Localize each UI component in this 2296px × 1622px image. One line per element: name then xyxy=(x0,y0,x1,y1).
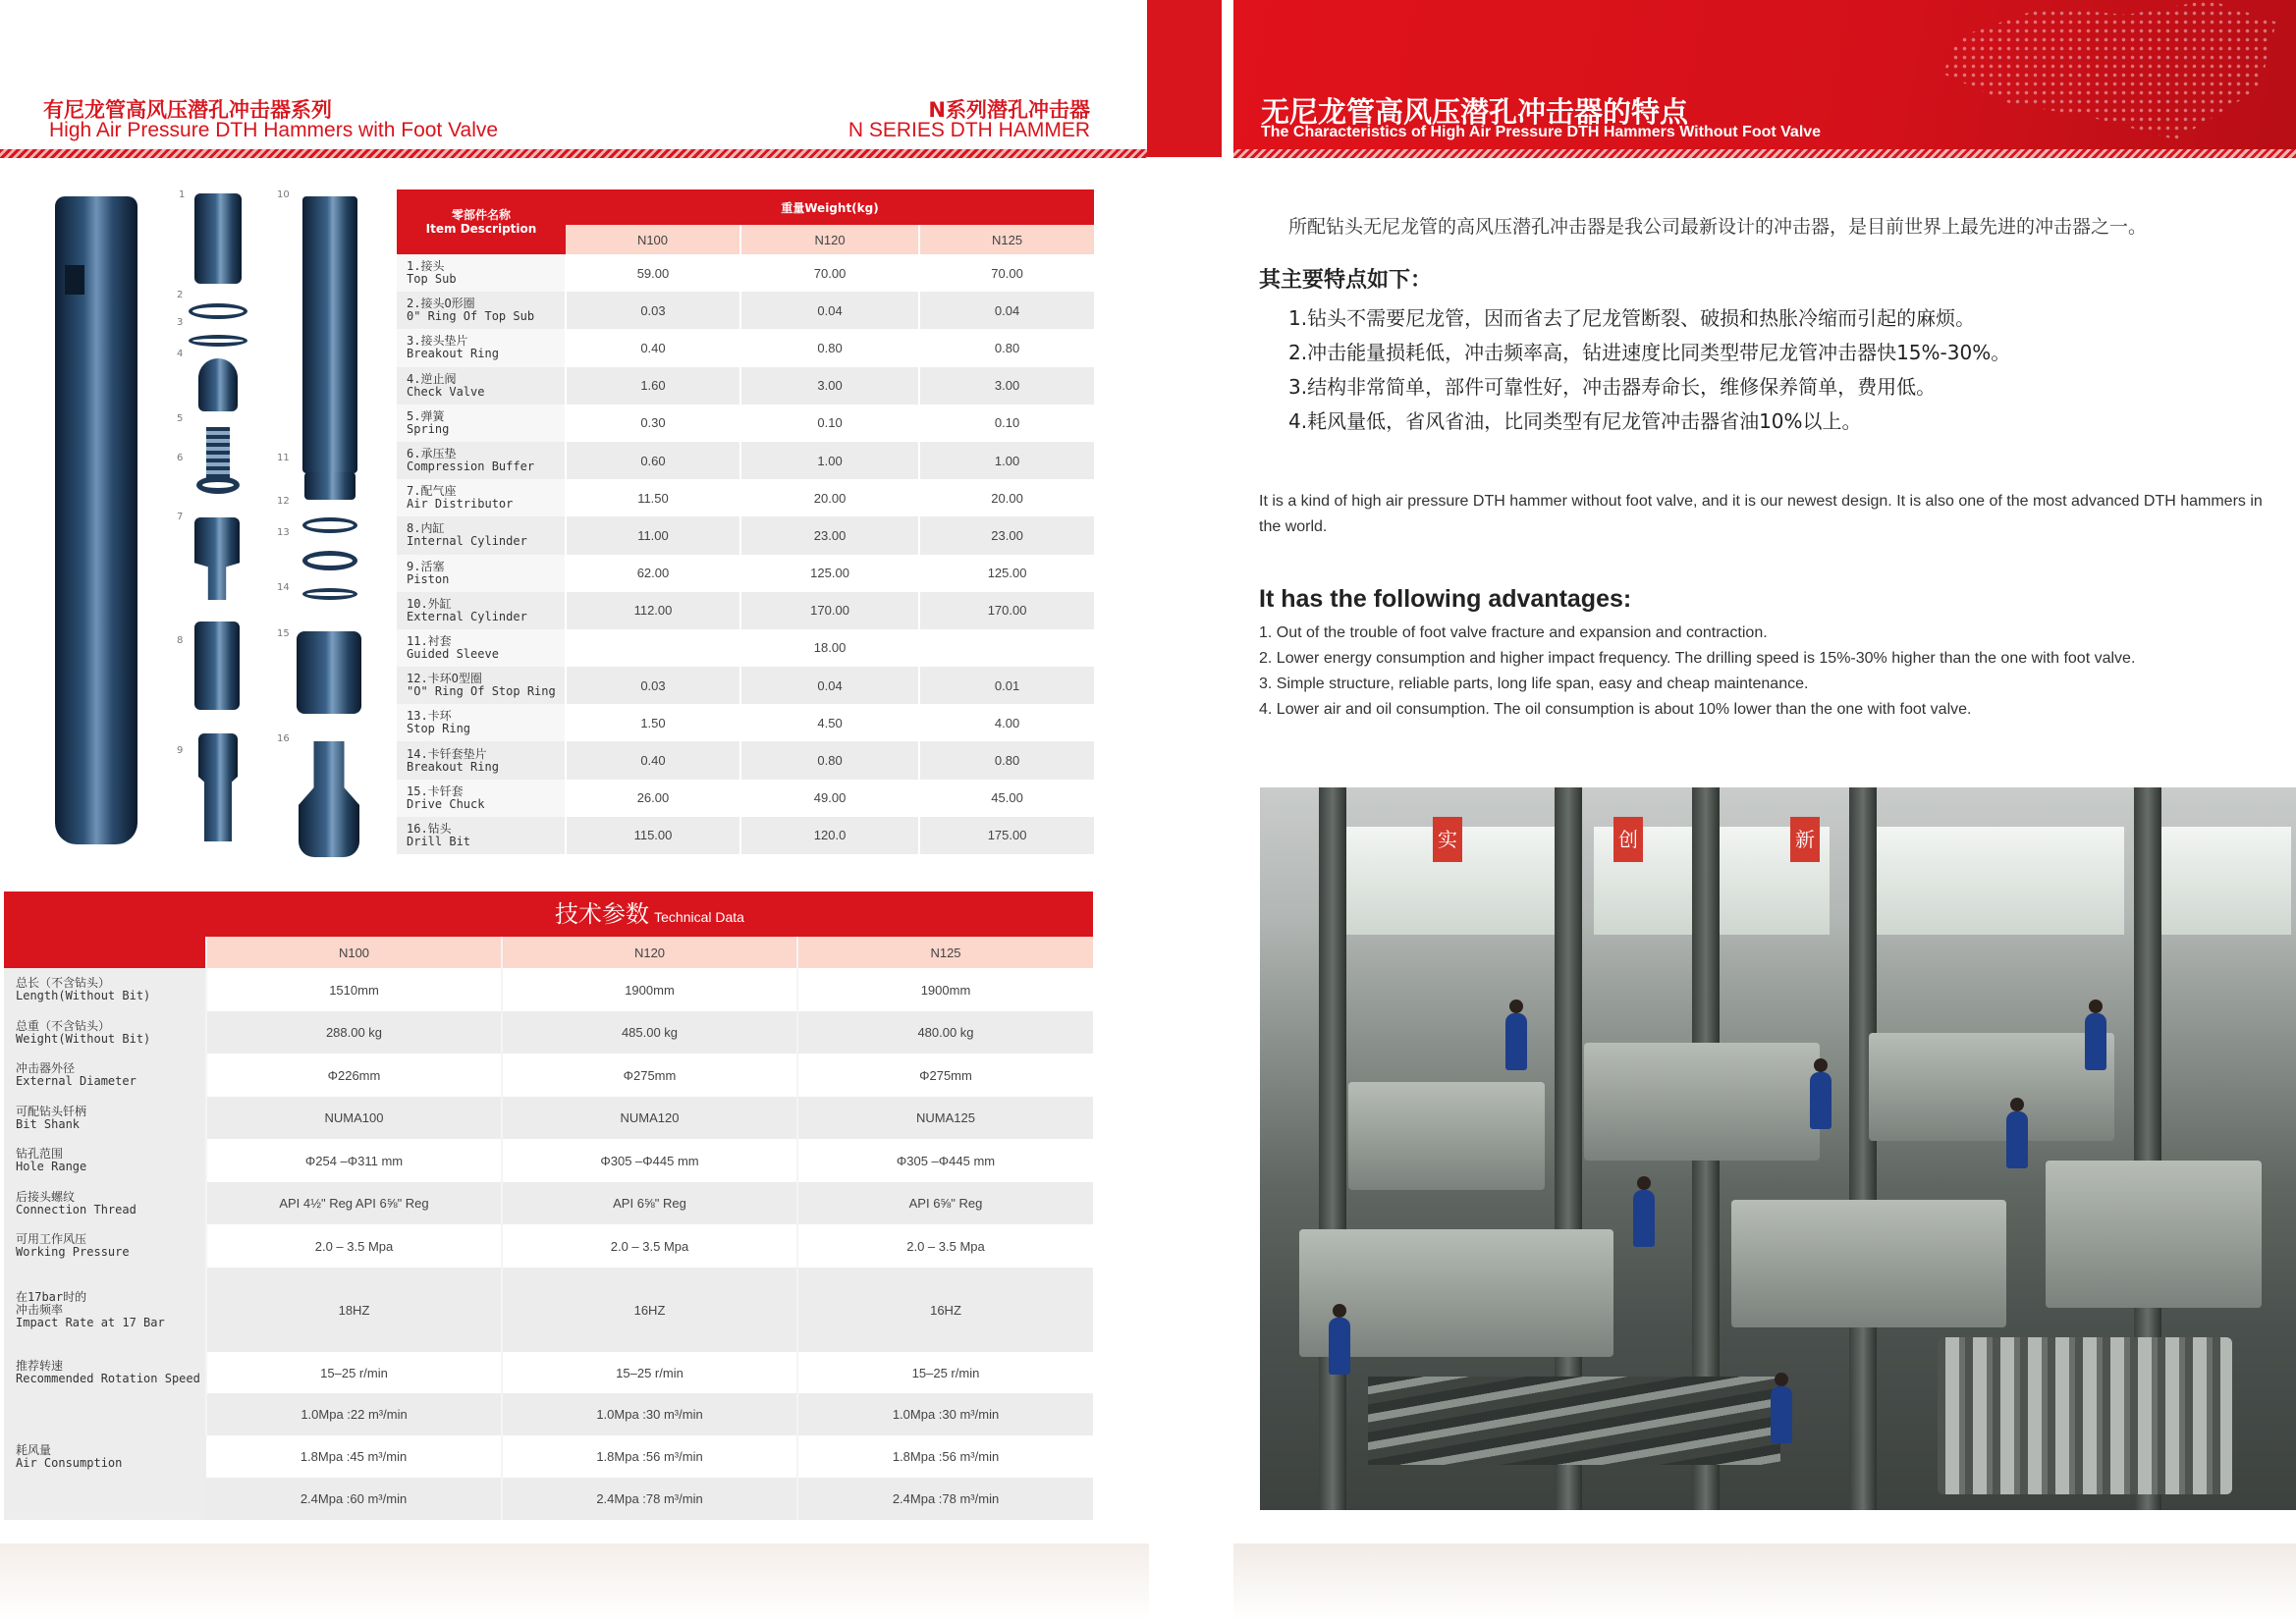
part-name-cell xyxy=(397,780,566,817)
photo-worker xyxy=(2006,1111,2028,1168)
part-name-cn: 5.弹簧 xyxy=(407,408,445,423)
right-bottom-band xyxy=(1233,1543,2296,1622)
spec-value: Φ275mm xyxy=(797,1054,1093,1097)
spec-value: Φ305 –Φ445 mm xyxy=(502,1139,797,1182)
weight-value: 170.00 xyxy=(740,592,919,629)
spec-value: 1510mm xyxy=(206,968,502,1011)
weight-value: 0.04 xyxy=(919,292,1094,329)
part-name-cn: 8.内缸 xyxy=(407,521,445,536)
photo-banner-sign: 实 xyxy=(1433,817,1462,862)
photo-lathe xyxy=(1869,1033,2114,1141)
spec-label-cell xyxy=(4,1011,206,1054)
tech-table-row xyxy=(4,1352,1093,1393)
tech-title-cn: 技术参数 xyxy=(555,900,650,928)
weight-value: 4.50 xyxy=(740,704,919,741)
spec-label-en: Impact Rate at 17 Bar xyxy=(16,1315,165,1329)
factory-workshop-photo xyxy=(1260,787,2296,1510)
spec-value: 1900mm xyxy=(797,968,1093,1011)
part-number-label: 1 xyxy=(179,189,186,200)
part-name-en: Compression Buffer xyxy=(407,460,535,474)
spec-label-cell xyxy=(4,1352,206,1393)
spec-label-cell xyxy=(4,1097,206,1139)
weight-value: 3.00 xyxy=(919,367,1094,405)
part-air-distributor xyxy=(194,517,240,600)
part-number-label: 5 xyxy=(177,413,184,424)
weight-value: 0.03 xyxy=(566,667,740,704)
weight-value: 62.00 xyxy=(566,555,740,592)
weight-value: 49.00 xyxy=(740,780,919,817)
part-stop-ring xyxy=(302,551,357,570)
air-consumption-value: 2.4Mpa :78 m³/min xyxy=(797,1478,1093,1520)
spec-label-cell xyxy=(4,1224,206,1268)
weight-header: 重量Weight(kg) xyxy=(566,189,1094,225)
part-name-cell xyxy=(397,479,566,516)
part-name-en: Check Valve xyxy=(407,384,485,399)
part-name-cn: 1.接头 xyxy=(407,259,445,274)
photo-window xyxy=(2154,827,2291,935)
weight-value: 1.50 xyxy=(566,704,740,741)
part-name-en: Drill Bit xyxy=(407,834,471,848)
part-name-cell xyxy=(397,292,566,329)
weight-value: 23.00 xyxy=(740,516,919,554)
spec-value: 288.00 kg xyxy=(206,1011,502,1054)
series-title-en: High Air Pressure DTH Hammers with Foot Valve xyxy=(49,119,499,141)
part-name-en: 0" Ring Of Top Sub xyxy=(407,309,535,324)
parts-table-row xyxy=(397,741,1094,779)
advantages-heading: It has the following advantages: xyxy=(1259,585,1632,613)
photo-lathe xyxy=(2046,1161,2262,1308)
part-drive-chuck xyxy=(297,631,361,714)
right-page xyxy=(1233,0,2296,1622)
weight-value: 0.10 xyxy=(740,405,919,442)
spec-value: Φ254 –Φ311 mm xyxy=(206,1139,502,1182)
spec-label-cn: 冲击器外径 xyxy=(16,1061,76,1075)
spec-label-en: Length(Without Bit) xyxy=(16,989,151,1002)
weight-value: 0.80 xyxy=(740,329,919,366)
spec-label-cell xyxy=(4,968,206,1011)
part-name-cell xyxy=(397,817,566,854)
tech-table-row xyxy=(4,1139,1093,1182)
parts-table-row xyxy=(397,780,1094,817)
weight-value: 18.00 xyxy=(740,629,919,667)
parts-table-row xyxy=(397,704,1094,741)
spec-value: Φ305 –Φ445 mm xyxy=(797,1139,1093,1182)
parts-table-row xyxy=(397,367,1094,405)
spec-label-cell xyxy=(4,1139,206,1182)
part-name-cell xyxy=(397,592,566,629)
weight-value: 1.00 xyxy=(919,442,1094,479)
photo-worker xyxy=(2085,1013,2106,1070)
air-consumption-row xyxy=(4,1393,1093,1435)
tech-table-row xyxy=(4,1011,1093,1054)
air-consumption-value: 1.0Mpa :22 m³/min xyxy=(206,1393,502,1435)
weight-value: 0.40 xyxy=(566,741,740,779)
parts-table-row xyxy=(397,592,1094,629)
part-name-cell xyxy=(397,704,566,741)
photo-banner-sign: 新 xyxy=(1790,817,1820,862)
spec-label-cn: 在17bar时的 xyxy=(16,1289,87,1304)
weight-value: 0.01 xyxy=(919,667,1094,704)
part-spring xyxy=(206,427,230,482)
part-number-label: 12 xyxy=(277,496,290,507)
tech-table-row xyxy=(4,1054,1093,1097)
photo-pillar xyxy=(1319,787,1346,1510)
spec-label-cn: 钻孔范围 xyxy=(16,1147,64,1161)
spec-value: 16HZ xyxy=(797,1268,1093,1352)
weight-value: 0.40 xyxy=(566,329,740,366)
tech-table-row xyxy=(4,1268,1093,1352)
weight-value: 11.00 xyxy=(566,516,740,554)
spec-value: API 6⅝" Reg xyxy=(797,1182,1093,1224)
photo-worker xyxy=(1633,1190,1655,1247)
air-consumption-value: 1.8Mpa :56 m³/min xyxy=(502,1435,797,1478)
spec-value: NUMA125 xyxy=(797,1097,1093,1139)
model-header: N120 xyxy=(740,225,919,254)
part-number-label: 6 xyxy=(177,453,184,463)
characteristics-title-en: The Characteristics of High Air Pressure DTH Hammers Without Foot Valve xyxy=(1261,124,1822,140)
spec-value: Φ226mm xyxy=(206,1054,502,1097)
air-consumption-value: 1.8Mpa :45 m³/min xyxy=(206,1435,502,1478)
right-header-banner xyxy=(1233,0,2296,149)
tech-model-row-blank xyxy=(4,937,206,968)
air-consumption-value: 2.4Mpa :60 m³/min xyxy=(206,1478,502,1520)
assembled-hammer-image xyxy=(55,196,137,844)
weight-value: 23.00 xyxy=(919,516,1094,554)
technical-data-table xyxy=(4,937,1093,1520)
part-piston xyxy=(198,733,238,841)
item-header-en: Item Description xyxy=(425,222,537,236)
part-name-cn: 12.卡环O型圈 xyxy=(407,672,482,686)
tech-table-row xyxy=(4,1224,1093,1268)
characteristics-title-cn: 无尼龙管高风压潜孔冲击器的特点 xyxy=(1261,95,1689,129)
spec-label-cn: 总长（不含钻头） xyxy=(16,976,111,990)
red-corner-tab xyxy=(1147,0,1222,157)
tech-table-row xyxy=(4,1097,1093,1139)
part-name-en: Spring xyxy=(407,421,450,436)
spec-label-cell xyxy=(4,1054,206,1097)
part-number-label: 16 xyxy=(277,733,290,744)
spec-value: NUMA100 xyxy=(206,1097,502,1139)
weight-value: 3.00 xyxy=(740,367,919,405)
parts-table-row xyxy=(397,817,1094,854)
part-name-cn: 6.承压垫 xyxy=(407,447,457,461)
part-name-en: Breakout Ring xyxy=(407,759,499,774)
model-header: N125 xyxy=(919,225,1094,254)
spec-value: 18HZ xyxy=(206,1268,502,1352)
part-name-cell xyxy=(397,629,566,667)
part-number-label: 3 xyxy=(177,317,184,328)
intro-paragraph-cn: 所配钻头无尼龙管的高风压潜孔冲击器是我公司最新设计的冲击器，是目前世界上最先进的冲击器之一。 xyxy=(1288,216,2148,238)
part-name-en: "O" Ring Of Stop Ring xyxy=(407,684,556,699)
part-name-en: Air Distributor xyxy=(407,497,514,512)
weight-value: 0.04 xyxy=(740,292,919,329)
part-name-cell xyxy=(397,741,566,779)
part-name-cn: 13.卡环 xyxy=(407,709,452,724)
series-name-en: N SERIES DTH HAMMER xyxy=(847,119,1090,141)
spec-label-en: Connection Thread xyxy=(16,1202,137,1216)
part-name-en: Internal Cylinder xyxy=(407,534,527,549)
photo-lathe xyxy=(1731,1200,2006,1327)
world-map-dots xyxy=(1942,0,2276,147)
weight-value: 0.80 xyxy=(919,329,1094,366)
spec-value: NUMA120 xyxy=(502,1097,797,1139)
advantage-item: 2. Lower energy consumption and higher impact frequency. The drilling speed is 15%-30% higher than the one with foot valve. xyxy=(1259,650,2136,667)
spec-label-cn: 可用工作风压 xyxy=(16,1232,87,1246)
weight-value: 1.60 xyxy=(566,367,740,405)
spec-label-en: Working Pressure xyxy=(16,1245,130,1259)
spec-value: 16HZ xyxy=(502,1268,797,1352)
parts-table-row xyxy=(397,442,1094,479)
parts-table-row xyxy=(397,292,1094,329)
tech-table-row xyxy=(4,1182,1093,1224)
parts-table-body xyxy=(397,254,1094,854)
spec-label-cell xyxy=(4,1182,206,1224)
spec-value: 480.00 kg xyxy=(797,1011,1093,1054)
spec-value: API 4½" Reg API 6⅝" Reg xyxy=(206,1182,502,1224)
left-bottom-band xyxy=(0,1543,1149,1622)
part-name-en: Guided Sleeve xyxy=(407,646,499,661)
spec-label-en: Bit Shank xyxy=(16,1116,81,1131)
part-name-cn: 7.配气座 xyxy=(407,484,457,499)
spec-label-cn: 耗风量 xyxy=(16,1442,52,1457)
model-header: N125 xyxy=(797,937,1093,968)
parts-table-row xyxy=(397,329,1094,366)
part-check-valve xyxy=(198,358,238,411)
feature-item: 4.耗风量低，省风省油，比同类型有尼龙管冲击器省油10%以上。 xyxy=(1288,409,1862,433)
part-number-label: 4 xyxy=(177,349,184,359)
spec-value: 2.0 – 3.5 Mpa xyxy=(797,1224,1093,1268)
photo-lathe xyxy=(1348,1082,1545,1190)
part-number-label: 13 xyxy=(277,527,290,538)
tech-data-title xyxy=(206,892,1093,937)
part-breakout-ring xyxy=(189,335,247,347)
hammer-exploded-view xyxy=(20,182,393,869)
spec-label-cell xyxy=(4,1268,206,1352)
item-header-cn: 零部件名称 xyxy=(451,208,511,222)
part-guided-sleeve xyxy=(304,472,355,500)
spec-label-cn: 总重（不含钻头） xyxy=(16,1018,111,1033)
part-name-cell xyxy=(397,254,566,292)
weight-value: 125.00 xyxy=(919,555,1094,592)
part-name-cell xyxy=(397,516,566,554)
weight-value: 170.00 xyxy=(919,592,1094,629)
photo-worker xyxy=(1810,1072,1831,1129)
weight-value: 70.00 xyxy=(919,254,1094,292)
weight-value xyxy=(566,629,740,667)
part-number-label: 9 xyxy=(177,745,184,756)
weight-value: 115.00 xyxy=(566,817,740,854)
part-name-cell xyxy=(397,667,566,704)
advantages-list xyxy=(1259,621,2135,723)
spec-label-en: Recommended Rotation Speed xyxy=(16,1372,200,1385)
part-compression-buffer xyxy=(196,476,240,494)
part-name-en: Stop Ring xyxy=(407,722,471,736)
part-name-cn: 9.活塞 xyxy=(407,559,445,573)
spec-label-en: Air Consumption xyxy=(16,1455,123,1470)
spec-label-cn-line2: 冲击频率 xyxy=(16,1302,64,1317)
part-name-cn: 15.卡钎套 xyxy=(407,784,464,798)
part-name-en: Piston xyxy=(407,571,450,586)
features-list-cn xyxy=(1288,302,2010,440)
air-consumption-value: 1.0Mpa :30 m³/min xyxy=(797,1393,1093,1435)
parts-table-row xyxy=(397,667,1094,704)
model-header: N100 xyxy=(566,225,740,254)
photo-pipe-stock xyxy=(1368,1377,1780,1465)
weight-value: 0.80 xyxy=(919,741,1094,779)
advantage-item: 4. Lower air and oil consumption. The oil consumption is about 10% lower than the one with foot valve. xyxy=(1259,701,1972,718)
photo-worker xyxy=(1505,1013,1527,1070)
part-drill-bit xyxy=(299,741,359,857)
weight-value: 0.10 xyxy=(919,405,1094,442)
part-number-label: 14 xyxy=(277,582,290,593)
weight-value xyxy=(919,629,1094,667)
spec-value: 15–25 r/min xyxy=(502,1352,797,1393)
part-name-cn: 14.卡钎套垫片 xyxy=(407,746,487,761)
tech-title-en: Technical Data xyxy=(654,909,744,925)
weight-value: 45.00 xyxy=(919,780,1094,817)
weight-value: 26.00 xyxy=(566,780,740,817)
part-name-en: External Cylinder xyxy=(407,609,527,623)
parts-table-row xyxy=(397,555,1094,592)
spec-value: API 6⅝" Reg xyxy=(502,1182,797,1224)
part-breakout-ring-2 xyxy=(302,588,357,600)
right-header-stripe xyxy=(1233,149,2296,158)
part-number-label: 2 xyxy=(177,290,184,300)
part-name-cell xyxy=(397,329,566,366)
part-name-en: Top Sub xyxy=(407,272,457,287)
part-number-label: 10 xyxy=(277,189,290,200)
part-number-label: 15 xyxy=(277,628,290,639)
part-name-cn: 16.钻头 xyxy=(407,821,452,836)
feature-item: 3.结构非常简单，部件可靠性好，冲击器寿命长，维修保养简单，费用低。 xyxy=(1288,375,1937,399)
part-name-en: Drive Chuck xyxy=(407,796,485,811)
parts-table-row xyxy=(397,629,1094,667)
part-name-cell xyxy=(397,555,566,592)
photo-pillar xyxy=(1849,787,1877,1510)
part-number-label: 11 xyxy=(277,453,290,463)
part-name-cell xyxy=(397,367,566,405)
air-consumption-value: 1.8Mpa :56 m³/min xyxy=(797,1435,1093,1478)
weight-value: 0.80 xyxy=(740,741,919,779)
feature-item: 2.冲击能量损耗低，冲击频率高，钻进速度比同类型带尼龙管冲击器快15%-30%。 xyxy=(1288,341,2011,364)
part-number-label: 8 xyxy=(177,635,184,646)
weight-value: 0.04 xyxy=(740,667,919,704)
photo-cylinder-stock xyxy=(1938,1337,2232,1494)
part-name-cn: 10.外缸 xyxy=(407,596,452,611)
parts-table-row xyxy=(397,516,1094,554)
weight-value: 112.00 xyxy=(566,592,740,629)
weight-value: 0.03 xyxy=(566,292,740,329)
weight-value: 4.00 xyxy=(919,704,1094,741)
parts-weight-table xyxy=(397,189,1094,854)
air-consumption-value: 2.4Mpa :78 m³/min xyxy=(502,1478,797,1520)
intro-paragraph-en: It is a kind of high air pressure DTH hammer without foot valve, and it is our newest design. It is also one of the most advanced DTH hammers in the world. xyxy=(1259,493,2263,535)
features-heading-cn: 其主要特点如下： xyxy=(1259,268,1433,293)
spec-label-cn: 后接头螺纹 xyxy=(16,1189,76,1204)
tech-model-row xyxy=(4,937,1093,968)
weight-value: 70.00 xyxy=(740,254,919,292)
spec-label-en: Weight(Without Bit) xyxy=(16,1031,151,1046)
parts-table-row xyxy=(397,254,1094,292)
spec-value: 15–25 r/min xyxy=(206,1352,502,1393)
spec-value: Φ275mm xyxy=(502,1054,797,1097)
parts-table-row xyxy=(397,405,1094,442)
item-description-header xyxy=(397,189,566,254)
air-consumption-value: 1.0Mpa :30 m³/min xyxy=(502,1393,797,1435)
spec-label-en: Hole Range xyxy=(16,1160,87,1173)
part-name-cn: 4.逆止阀 xyxy=(407,371,457,386)
photo-window xyxy=(1869,827,2124,935)
weight-value: 0.60 xyxy=(566,442,740,479)
photo-worker xyxy=(1329,1318,1350,1375)
parts-table-row xyxy=(397,479,1094,516)
weight-value: 20.00 xyxy=(740,479,919,516)
weight-value: 125.00 xyxy=(740,555,919,592)
tech-table-body xyxy=(4,968,1093,1520)
spec-value: 1900mm xyxy=(502,968,797,1011)
photo-lathe xyxy=(1584,1043,1820,1161)
spec-value: 15–25 r/min xyxy=(797,1352,1093,1393)
tech-table-row xyxy=(4,968,1093,1011)
series-name-cn: N系列潜孔冲击器 xyxy=(928,98,1090,122)
weight-value: 59.00 xyxy=(566,254,740,292)
weight-value: 175.00 xyxy=(919,817,1094,854)
parts-table-header-row xyxy=(397,189,1094,225)
weight-value: 11.50 xyxy=(566,479,740,516)
part-name-cn: 3.接头垫片 xyxy=(407,334,468,349)
part-top-sub xyxy=(194,193,242,284)
spec-value: 2.0 – 3.5 Mpa xyxy=(206,1224,502,1268)
spec-label-cn: 推荐转速 xyxy=(16,1359,64,1373)
part-internal-cylinder xyxy=(194,622,240,710)
spec-value: 2.0 – 3.5 Mpa xyxy=(502,1224,797,1268)
part-top-sub-o-ring xyxy=(189,303,247,319)
part-name-cell xyxy=(397,442,566,479)
photo-worker xyxy=(1771,1386,1792,1443)
series-title-cn: 有尼龙管高风压潜孔冲击器系列 xyxy=(43,98,332,122)
part-name-cell xyxy=(397,405,566,442)
part-name-en: Breakout Ring xyxy=(407,347,499,361)
spec-value: 485.00 kg xyxy=(502,1011,797,1054)
spec-label-cn: 可配钻头钎柄 xyxy=(16,1104,87,1118)
air-consumption-label xyxy=(4,1393,206,1520)
photo-banner-sign: 创 xyxy=(1613,817,1643,862)
advantage-item: 3. Simple structure, reliable parts, long life span, easy and cheap maintenance. xyxy=(1259,676,1809,692)
part-name-cn: 11.衬套 xyxy=(407,633,452,648)
part-name-cn: 2.接头O形圈 xyxy=(407,297,475,311)
weight-value: 20.00 xyxy=(919,479,1094,516)
weight-value: 120.0 xyxy=(740,817,919,854)
model-header: N100 xyxy=(206,937,502,968)
header-stripe xyxy=(0,149,1147,158)
advantage-item: 1. Out of the trouble of foot valve fracture and expansion and contraction. xyxy=(1259,624,1768,641)
weight-value: 0.30 xyxy=(566,405,740,442)
feature-item: 1.钻头不需要尼龙管，因而省去了尼龙管断裂、破损和热胀冷缩而引起的麻烦。 xyxy=(1288,306,1976,330)
part-external-cylinder xyxy=(302,196,357,473)
spec-label-en: External Diameter xyxy=(16,1074,137,1088)
part-stop-ring-o-ring xyxy=(302,517,357,533)
weight-value: 1.00 xyxy=(740,442,919,479)
model-header: N120 xyxy=(502,937,797,968)
part-number-label: 7 xyxy=(177,512,184,522)
